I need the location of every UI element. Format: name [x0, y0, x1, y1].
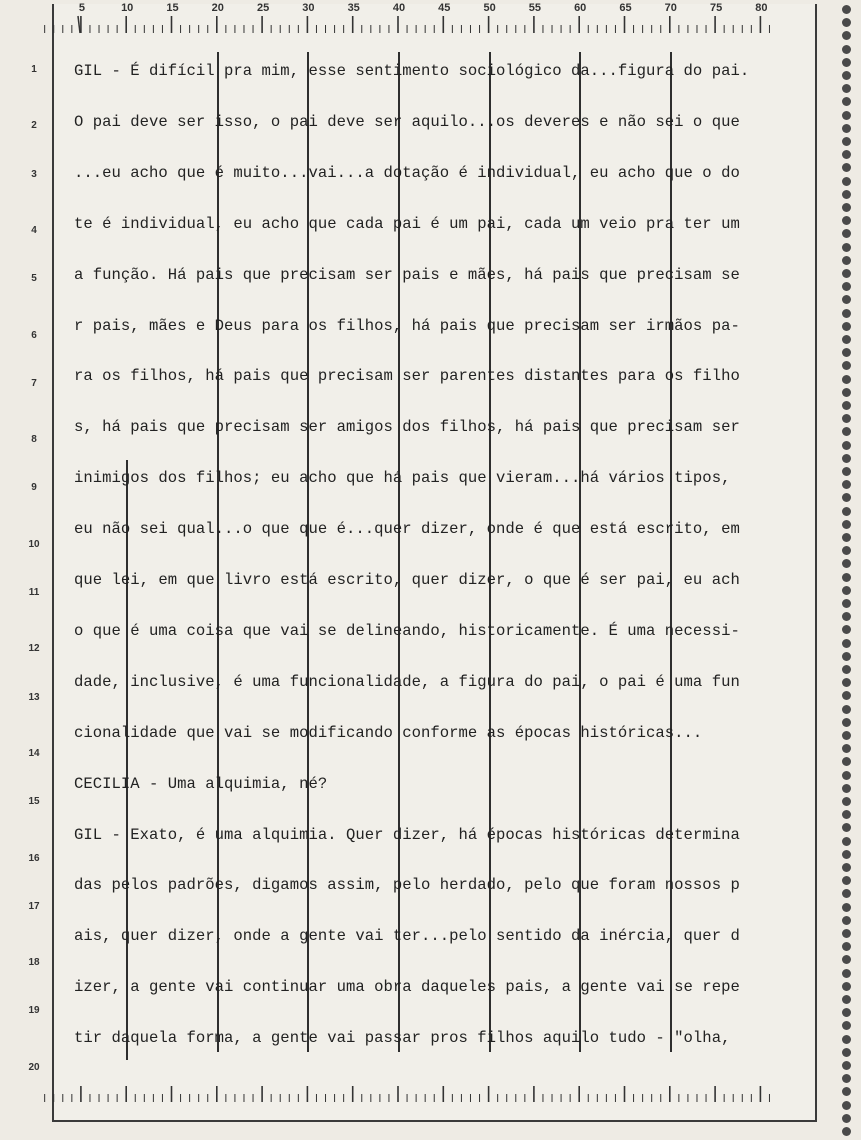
perforation-hole — [842, 665, 851, 674]
line-number: 8 — [31, 434, 37, 446]
ruler-number: 80 — [755, 2, 768, 14]
line-number: 15 — [28, 796, 40, 808]
text-line: cionalidade que vai se modificando conforme as épocas históricas... — [74, 723, 703, 742]
perforation-hole — [842, 97, 851, 106]
perforation-hole — [842, 454, 851, 463]
perforation-hole — [842, 1074, 851, 1083]
perforation-hole — [842, 124, 851, 133]
perforation-hole — [842, 625, 851, 634]
line-number: 19 — [28, 1005, 40, 1017]
text-line: ra os filhos, há pais que precisam ser parentes distantes para os filho — [74, 367, 740, 386]
text-line: inimigos dos filhos; eu acho que há pais que vieram...há vários tipos, — [74, 469, 731, 488]
line-number: 13 — [28, 691, 40, 703]
perforation-hole — [842, 401, 851, 410]
line-number: 3 — [31, 168, 37, 180]
perforation-hole — [842, 137, 851, 146]
perforation-hole — [842, 731, 851, 740]
ruler-number: 20 — [211, 2, 224, 14]
line-number: 5 — [31, 273, 37, 285]
text-line: CECILIA - Uma alquimia, né? — [74, 774, 328, 793]
perforation-hole — [842, 84, 851, 93]
perforation-hole — [842, 1127, 851, 1136]
perforation-hole — [842, 348, 851, 357]
perforation-hole — [842, 507, 851, 516]
perforation-hole — [842, 1008, 851, 1017]
perforation-hole — [842, 427, 851, 436]
perforation-hole — [842, 559, 851, 568]
line-number: 12 — [28, 643, 40, 655]
text-line: ais, quer dizer, onde a gente vai ter...pelo sentido da inércia, quer d — [74, 927, 740, 946]
ruler-number: 60 — [574, 2, 587, 14]
perforation-hole — [842, 18, 851, 27]
perforation-hole — [842, 309, 851, 318]
perforation-hole — [842, 982, 851, 991]
perforation-hole — [842, 586, 851, 595]
perforation-hole — [842, 388, 851, 397]
text-line: GIL - É difícil pra mim, esse sentimento sociológico da...figura do pai. — [74, 62, 750, 80]
perforation-hole — [842, 955, 851, 964]
perforation-hole — [842, 414, 851, 423]
ruler-number: 10 — [121, 2, 134, 14]
perforation-hole — [842, 533, 851, 542]
line-number: 7 — [31, 377, 37, 389]
perforation-hole — [842, 995, 851, 1004]
perforation-hole — [842, 256, 851, 265]
perforation-hole — [842, 243, 851, 252]
perforation-hole — [842, 744, 851, 753]
line-number: 6 — [31, 329, 37, 341]
perforation-hole — [842, 31, 851, 40]
perforation-hole — [842, 837, 851, 846]
perforation-hole — [842, 467, 851, 476]
perforation-hole — [842, 71, 851, 80]
line-number: 4 — [31, 224, 37, 236]
perforation-hole — [842, 520, 851, 529]
text-line: ...eu acho que é muito...vai...a dotação é individual, eu acho que o do — [74, 163, 740, 182]
text-line: o que é uma coisa que vai se delineando, historicamente. É uma necessi- — [74, 621, 740, 640]
perforation-hole — [842, 599, 851, 608]
ruler-number: 5 — [78, 2, 85, 14]
ruler-number: 55 — [528, 2, 542, 14]
perforation-hole — [842, 361, 851, 370]
perforation-hole — [842, 111, 851, 120]
perforation-hole — [842, 480, 851, 489]
perforation-hole — [842, 295, 851, 304]
perforation-hole — [842, 493, 851, 502]
perforation-hole — [842, 375, 851, 384]
perforation-hole — [842, 929, 851, 938]
line-number: 16 — [28, 852, 40, 864]
perforation-hole — [842, 163, 851, 172]
perforation-hole — [842, 269, 851, 278]
perforation-hole — [842, 190, 851, 199]
perforation-strip — [831, 0, 861, 1140]
perforation-hole — [842, 903, 851, 912]
perforation-hole — [842, 150, 851, 159]
text-line: eu não sei qual...o que que é...quer dizer, onde é que está escrito, em — [74, 520, 740, 539]
perforation-hole — [842, 916, 851, 925]
text-line: dade, inclusive, é uma funcionalidade, a figura do pai, o pai é uma fun — [74, 672, 740, 691]
perforation-hole — [842, 797, 851, 806]
perforation-hole — [842, 691, 851, 700]
perforation-hole — [842, 718, 851, 727]
line-number: 10 — [28, 538, 40, 550]
line-number: 14 — [28, 747, 40, 759]
ruler-number: 45 — [438, 2, 451, 14]
perforation-hole — [842, 216, 851, 225]
perforation-hole — [842, 441, 851, 450]
ruler-number: 70 — [664, 2, 677, 14]
line-number: 2 — [31, 120, 37, 132]
text-line: das pelos padrões, digamos assim, pelo herdado, pelo que foram nossos p — [74, 876, 740, 895]
perforation-hole — [842, 705, 851, 714]
ruler-number: 25 — [256, 2, 270, 14]
perforation-hole — [842, 335, 851, 344]
perforation-hole — [842, 863, 851, 872]
perforation-hole — [842, 876, 851, 885]
perforation-hole — [842, 823, 851, 832]
perforation-hole — [842, 1021, 851, 1030]
ruler-number: 35 — [347, 2, 360, 14]
text-line: r pais, mães e Deus para os filhos, há pais que precisam ser irmãos pa- — [74, 316, 740, 335]
ruler-number: 30 — [302, 2, 315, 14]
column-guide-line — [489, 52, 491, 1052]
column-guide-line — [126, 460, 128, 1060]
perforation-hole — [842, 282, 851, 291]
perforation-hole — [842, 612, 851, 621]
perforation-hole — [842, 639, 851, 648]
perforation-hole — [842, 757, 851, 766]
line-number: 17 — [28, 900, 40, 912]
perforation-hole — [842, 652, 851, 661]
perforation-hole — [842, 45, 851, 54]
perforation-hole — [842, 1114, 851, 1123]
line-number: 20 — [28, 1061, 40, 1073]
column-guide-line — [398, 52, 400, 1052]
line-number: 11 — [28, 587, 40, 598]
perforation-hole — [842, 850, 851, 859]
perforation-hole — [842, 810, 851, 819]
ruler-tick — [78, 16, 80, 33]
perforation-hole — [842, 784, 851, 793]
text-line: a função. Há pais que precisam ser pais e mães, há pais que precisam se — [74, 265, 740, 284]
text-line: GIL - Exato, é uma alquimia. Quer dizer, há épocas históricas determina — [74, 825, 740, 844]
column-guide-line — [217, 52, 219, 1052]
perforation-hole — [842, 203, 851, 212]
ruler-number: 15 — [166, 2, 179, 14]
perforation-hole — [842, 58, 851, 67]
text-line: tir daquela forma, a gente vai passar pros filhos aquilo tudo - "olha, — [74, 1029, 731, 1048]
ruler-number: 75 — [709, 2, 723, 14]
line-number: 1 — [31, 64, 37, 75]
perforation-hole — [842, 1061, 851, 1070]
perforation-hole — [842, 546, 851, 555]
perforation-hole — [842, 177, 851, 186]
text-line: que lei, em que livro está escrito, quer dizer, o que é ser pai, eu ach — [74, 571, 740, 589]
text-line: O pai deve ser isso, o pai deve ser aquilo...os deveres e não sei o que — [74, 112, 740, 131]
text-line: s, há pais que precisam ser amigos dos filhos, há pais que precisam ser — [74, 418, 740, 437]
text-line: te é individual, eu acho que cada pai é um pai, cada um veio pra ter um — [74, 214, 740, 233]
column-guide-line — [579, 52, 581, 1052]
ruler-number: 65 — [619, 2, 632, 14]
text-line: izer, a gente vai continuar uma obra daqueles pais, a gente vai se repe — [74, 978, 740, 997]
perforation-hole — [842, 1087, 851, 1096]
perforation-hole — [842, 678, 851, 687]
line-number: 9 — [31, 482, 37, 494]
ruler-number: 40 — [392, 2, 406, 14]
column-guide-line — [307, 52, 309, 1052]
perforation-hole — [842, 942, 851, 951]
line-number: 18 — [28, 957, 40, 969]
perforation-hole — [842, 573, 851, 582]
perforation-hole — [842, 229, 851, 238]
perforation-hole — [842, 5, 851, 14]
perforation-hole — [842, 1048, 851, 1057]
perforation-hole — [842, 322, 851, 331]
column-guide-line — [670, 52, 672, 1052]
ruler-number: 50 — [483, 2, 496, 14]
perforation-hole — [842, 1035, 851, 1044]
perforation-hole — [842, 1101, 851, 1110]
perforation-hole — [842, 969, 851, 978]
perforation-hole — [842, 889, 851, 898]
perforation-hole — [842, 771, 851, 780]
